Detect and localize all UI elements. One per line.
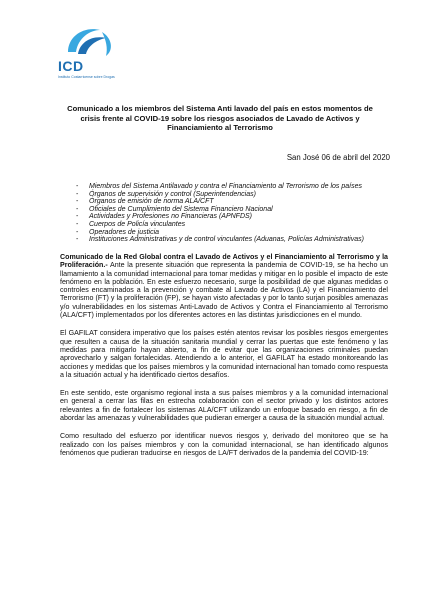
document-body xyxy=(60,253,388,467)
recipient-text: Instituciones Administrativas y de control vinculantes (Aduanas, Policías Administrativas) xyxy=(89,236,364,244)
list-item xyxy=(58,183,388,191)
lead-heading: Comunicado de la Red Global contra el Lavado de Activos y el Financiamiento al Terrorismo y la Proliferación.- xyxy=(60,253,388,270)
logo-text: ICD xyxy=(58,58,84,74)
list-item xyxy=(58,221,388,229)
bullet-mark: - xyxy=(76,198,79,206)
recipient-text: Órganos de emisión de norma ALA/CFT xyxy=(89,198,214,206)
bullet-mark: - xyxy=(76,183,79,190)
recipient-text: Cuerpos de Policía vinculantes xyxy=(89,220,186,228)
recipient-text: Oficiales de Cumplimiento del Sistema Financiero Nacional xyxy=(89,205,273,213)
bullet-mark: - xyxy=(76,220,79,228)
logo-subtitle: Instituto Costarricense sobre Drogas xyxy=(58,75,115,79)
recipients-list xyxy=(58,183,388,244)
bullet-mark: - xyxy=(76,228,79,236)
document-title: Comunicado a los miembros del Sistema Anti lavado del país en estos momentos de crisis frente al COVID-19 sobre los riesgos asociados de Lavado de Activos y Financiamiento al Terrorismo xyxy=(67,104,373,132)
paragraph: En este sentido, este organismo regional insta a sus países miembros y a la comunidad internacional en general a cerrar las filas en estrecha colaboración con el sector privado y los distintos actores relevantes a fin de fortalecer los sistemas ALA/CFT utilizando un enfoque basado en riesgo, a fin de abordar las amenazas y vulnerabilidades que pudieran emerger a causa de la situación mundial actual. xyxy=(60,389,388,423)
recipient-text: Miembros del Sistema Antilavado y contra el Financiamiento al Terrorismo de los países xyxy=(89,183,362,190)
paragraph: El GAFILAT considera imperativo que los países estén atentos revisar los posibles riesgos emergentes que resulten a causa de la situación sanitaria mundial y cerrar las puertas que este fenómeno y las medidas para mitigarlo hayan abierto, a fin de evitar que las organizaciones criminales puedan aprovecharlo y salgan fortalecidas. Atendiendo a lo anterior, el GAFILAT ha estado monitoreando las acciones y medidas que los países miembros y la comunidad internacional han tomado como respuesta a la situación actual y ha identificado ciertos desafíos. xyxy=(60,329,388,379)
paragraph: Como resultado del esfuerzo por identificar nuevos riesgos y, derivado del monitoreo que se ha realizado con los países miembros y con la comunidad internacional, se han identificado algunos fenómenos que pudieran traducirse en riesgos de LA/FT derivados de la pandemia del COVID-19: xyxy=(60,432,388,457)
list-item xyxy=(58,236,388,244)
paragraph-text: Ante la presente situación que representa la pandemia de COVID-19, se ha hecho un llamamiento a la comunidad internacional para tomar medidas y mitigar en lo posible el impacto de este fenómeno en la población. En este esfuerzo necesario, surge la posibilidad de que algunas medidas o controles encaminados a la prevención y combate al Lavado de Activos (LA) y el Financiamiento del Terrorismo (FT) y la proliferación (FP), se hayan visto afectadas y por lo tanto surjan posibles amenazas y/o vulnerabilidades en los sistemas Anti-Lavado de Activos y Contra el Financiamiento al Terrorismo (ALA/CFT) implementados por los diferentes actores en las distintas jurisdicciones en el mundo. xyxy=(60,261,388,320)
bullet-mark: - xyxy=(76,213,79,221)
document-date: San José 06 de abril del 2020 xyxy=(286,153,390,162)
bullet-mark: - xyxy=(76,205,79,213)
bullet-mark: - xyxy=(76,236,79,244)
bullet-mark: - xyxy=(76,190,79,198)
list-item xyxy=(58,213,388,221)
recipient-text: Órganos de supervisión y control (Superintendencias) xyxy=(89,190,256,198)
recipient-text: Operadores de justicia xyxy=(89,228,160,236)
list-item xyxy=(58,229,388,237)
list-item xyxy=(58,206,388,214)
paragraph xyxy=(60,253,388,319)
recipient-text: Actividades y Profesiones no Financieras (APNFDS) xyxy=(89,213,253,221)
list-item xyxy=(58,198,388,206)
